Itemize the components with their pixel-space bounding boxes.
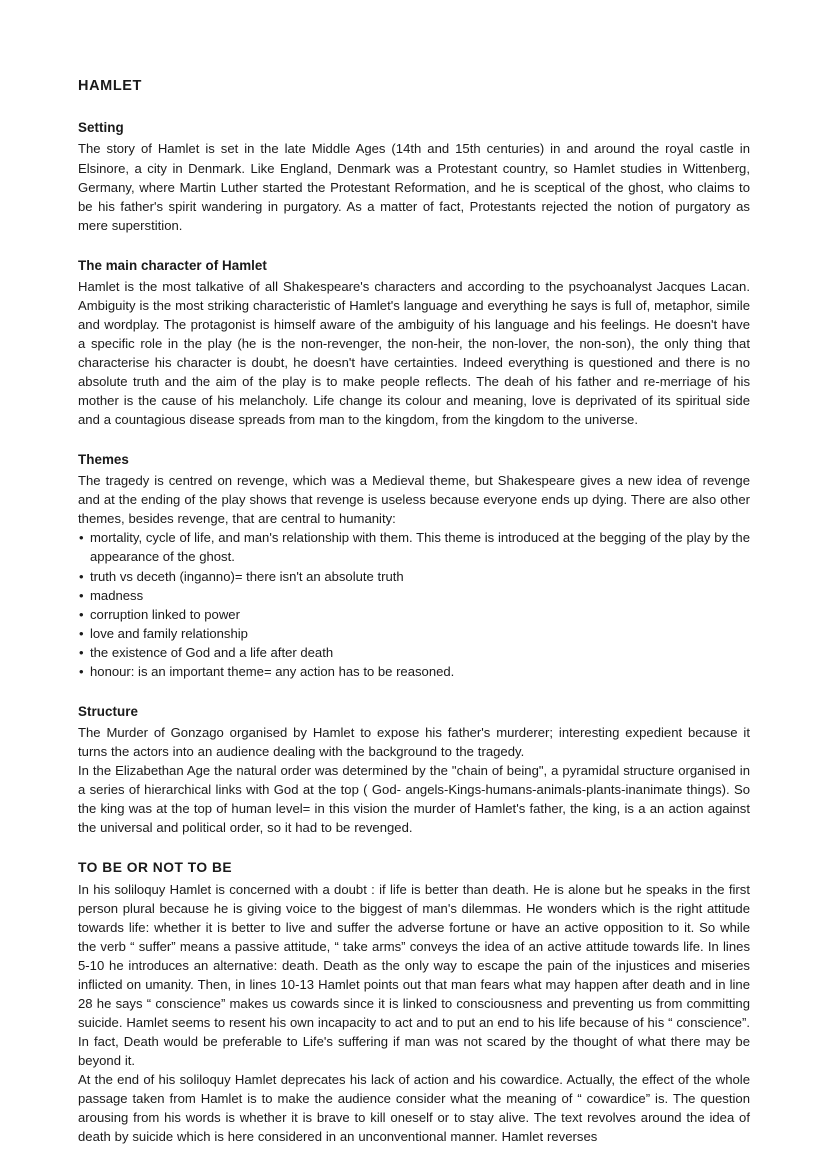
paragraph: The story of Hamlet is set in the late Middle Ages (14th and 15th centuries) in and around the royal castle in Elsinore, a city in Denmark. Like England, Denmark was a Protestant country, so Hamlet studies in Wittenberg, Germany, where Martin Luther started the Protestant Reformation, and he is sceptical of the ghost, who claims to be his father's spirit wandering in purgatory. As a matter of fact, Protestants rejected the notion of purgatory as mere superstition. — [78, 141, 750, 233]
section-to-be-or-not-to-be — [78, 859, 750, 1146]
list-item-text: madness — [90, 587, 144, 603]
page-title: HAMLET — [78, 78, 143, 94]
paragraph: The Murder of Gonzago organised by Hamlet to expose his father's murderer; interesting expedient because it turns the actors into an audience dealing with the background to the tragedy. — [78, 724, 750, 759]
list-item — [78, 605, 750, 624]
section-heading: Structure — [78, 703, 138, 719]
bullet-icon: • — [79, 644, 84, 660]
paragraph: At the end of his soliloquy Hamlet deprecates his lack of action and his cowardice. Actually, the effect of the whole passage taken from Hamlet is to make the audience consider what the meaning of “ cowardice” is. The question arousing from his words is whether it is brave to kill oneself or to stay alive. The text revolves around the idea of death by suicide which is here considered in an unconventional manner. Hamlet reverses — [78, 1072, 750, 1145]
paragraph: In the Elizabethan Age the natural order was determined by the "chain of being", a pyramidal structure organised in a series of hierarchical links with God at the top ( God- angels-Kings-humans-animals-plants-inanimate things). So the king was at the top of human level= in this vision the murder of Hamlet's father, the king, is a an action against the universal and political order, so it had to be revenged. — [78, 762, 750, 836]
section-setting — [78, 119, 750, 234]
section-themes — [78, 451, 750, 681]
bullet-icon: • — [79, 625, 84, 641]
bullet-icon: • — [79, 530, 84, 546]
paragraph: The tragedy is centred on revenge, which was a Medieval theme, but Shakespeare gives a new idea of revenge and at the ending of the play shows that revenge is useless because everyone ends up dying. There are also other themes, besides revenge, that are central to humanity: — [78, 473, 750, 527]
list-item — [78, 567, 750, 586]
list-item-text: honour: is an important theme= any action has to be reasoned. — [90, 663, 455, 679]
bullet-icon: • — [79, 663, 84, 679]
themes-bullet-list — [78, 528, 750, 680]
section-structure — [78, 703, 750, 837]
paragraph: In his soliloquy Hamlet is concerned with a doubt : if life is better than death. He is alone but he speaks in the first person plural because he is giving voice to the biggest of man's dilemmas. He wonders which is the right attitude towards life: whether it is better to live and suffer the adverse fortune or have an active opposition to it. So while the verb “ suffer” means a passive attitude, “ take arms” conveys the idea of an active attitude towards life. In lines 5-10 he introduces an alternative: death. Death as the only way to escape the pain of the injustices and miseries inflicted on umanity. Then, in lines 10-13 Hamlet points out that man fears what may happen after death and in line 28 he says “ conscience” makes us cowards since it is linked to consciousness and preventing us from committing suicide. Hamlet seems to resent his own incapacity to act and to put an end to his life because of his “ conscience”. In fact, Death would be preferable to Life's suffering if man was not scared by the thought of what there may be beyond it. — [78, 881, 750, 1069]
section-heading: TO BE OR NOT TO BE — [78, 860, 233, 876]
bullet-icon: • — [79, 568, 84, 584]
list-item-text: the existence of God and a life after death — [90, 644, 334, 660]
list-item-text: mortality, cycle of life, and man's relationship with them. This theme is introduced at the begging of the play by the appearance of the ghost. — [90, 530, 750, 565]
bullet-icon: • — [79, 606, 84, 622]
list-item — [78, 643, 750, 662]
paragraph: Hamlet is the most talkative of all Shakespeare's characters and according to the psychoanalyst Jacques Lacan. Ambiguity is the most striking characteristic of Hamlet's language and everything he says is full of, metaphor, simile and wordplay. The protagonist is himself aware of the ambiguity of his language and his feelings. He doesn't have a specific role in the play (he is the non-revenger, the non-heir, the non-lover, the non-son), the only thing that characterise his character is doubt, he doesn't have certainties. Indeed everything is questioned and there is no absolute truth and the aim of the play is to make people reflects. The deah of his father and re-merriage of his mother is the cause of his melancholy. Life change its colour and meaning, love is deprivated of its spiritual side and a countagious disease spreads from man to the kingdom, from the kingdom to the universe. — [78, 278, 750, 428]
list-item-text: truth vs deceth (inganno)= there isn't an absolute truth — [90, 568, 404, 584]
section-main-character — [78, 257, 750, 429]
list-item — [78, 528, 750, 566]
list-item — [78, 624, 750, 643]
section-heading: The main character of Hamlet — [78, 257, 267, 273]
section-heading: Themes — [78, 452, 129, 468]
bullet-icon: • — [79, 587, 84, 603]
list-item — [78, 586, 750, 605]
list-item — [78, 662, 750, 681]
list-item-text: corruption linked to power — [90, 606, 240, 622]
document-body — [78, 78, 750, 1146]
list-item-text: love and family relationship — [90, 625, 248, 641]
section-heading: Setting — [78, 120, 124, 136]
